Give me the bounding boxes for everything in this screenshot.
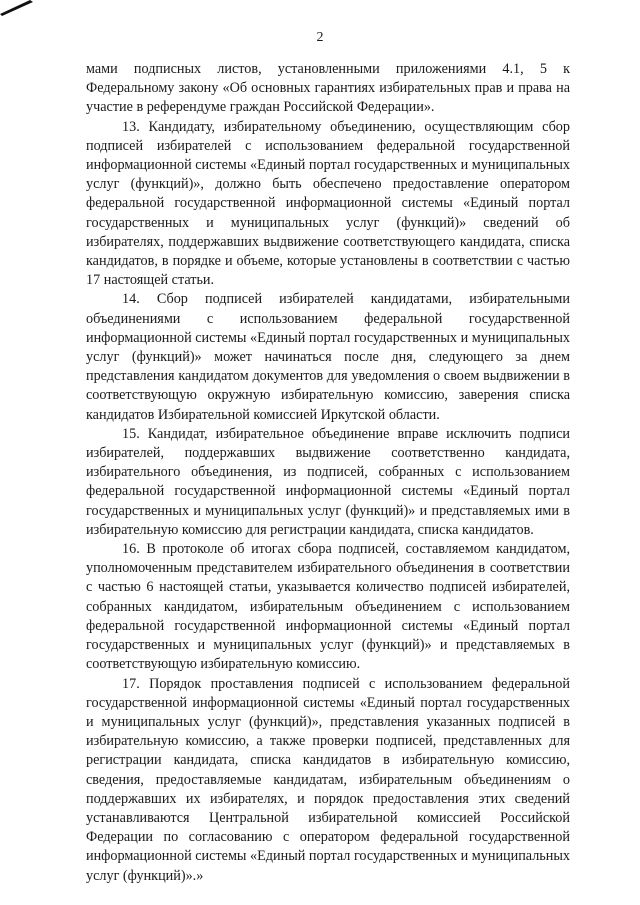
page-number: 2 <box>316 30 324 45</box>
document-body <box>86 60 570 886</box>
scan-corner-mark <box>0 0 34 16</box>
paragraph-14: 14. Сбор подписей избирателей кандидатами, избирательными объединениями с использованием федеральной государственной информационной системы «Единый портал государственных и муниципальных услуг (функций)» может начинаться после дня, следующего за днем представления кандидатом документов для уведомления о своем выдвижении в соответствующую окружную избирательную комиссию, заверения списка кандидатов Избирательной комиссией Иркутской области. <box>86 291 570 423</box>
paragraph-15: 15. Кандидат, избирательное объединение вправе исключить подписи избирателей, поддержавших выдвижение соответственно кандидата, избирательного объединения, из подписей, собранных с использованием федеральной государственной информационной системы «Единый портал государственных и муниципальных услуг (функций)» и представляемых ими в избирательную комиссию для регистрации кандидата, списка кандидатов. <box>86 425 570 538</box>
paragraph-13: 13. Кандидату, избирательному объединению, осуществляющим сбор подписей избирателей с использованием федеральной государственной информационной системы «Единый портал государственных и муниципальных услуг (функций)», должно быть обеспечено предоставление оператором федеральной государственной информационной системы «Единый портал государственных и муниципальных услуг (функций)» сведений об избирателях, поддержавших выдвижение соответствующего кандидата, списка кандидатов, в порядке и объеме, которые установлены в соответствии с частью 17 настоящей статьи. <box>86 118 570 289</box>
paragraph-continuation: мами подписных листов, установленными приложениями 4.1, 5 к Федеральному закону «Об основных гарантиях избирательных прав и права на участие в референдуме граждан Российской Федерации». <box>86 61 570 116</box>
paragraph-17: 17. Порядок проставления подписей с использованием федеральной государственной информационной системы «Единый портал государственных и муниципальных услуг (функций)», представления указанных подписей в избирательную комиссию, а также проверки подписей, представленных для регистрации кандидата, списка кандидатов в избирательную комиссию, сведения, предоставляемые кандидатам, избирательным объединениям о поддержавших их избирателях, и порядок предоставления этих сведений устанавливаются Центральной избирательной комиссией Российской Федерации по согласованию с оператором федеральной государственной информационной системы «Единый портал государственных и муниципальных услуг (функций)».» <box>86 675 570 884</box>
paragraph-16: 16. В протоколе об итогах сбора подписей, составляемом кандидатом, уполномоченным представителем избирательного объединения в соответствии с частью 6 настоящей статьи, указывается количество подписей избирателей, собранных кандидатом, избирательным объединением с использованием федеральной государственной информационной системы «Единый портал государственных и муниципальных услуг (функций)» и представляемых в соответствующую избирательную комиссию. <box>86 541 570 673</box>
